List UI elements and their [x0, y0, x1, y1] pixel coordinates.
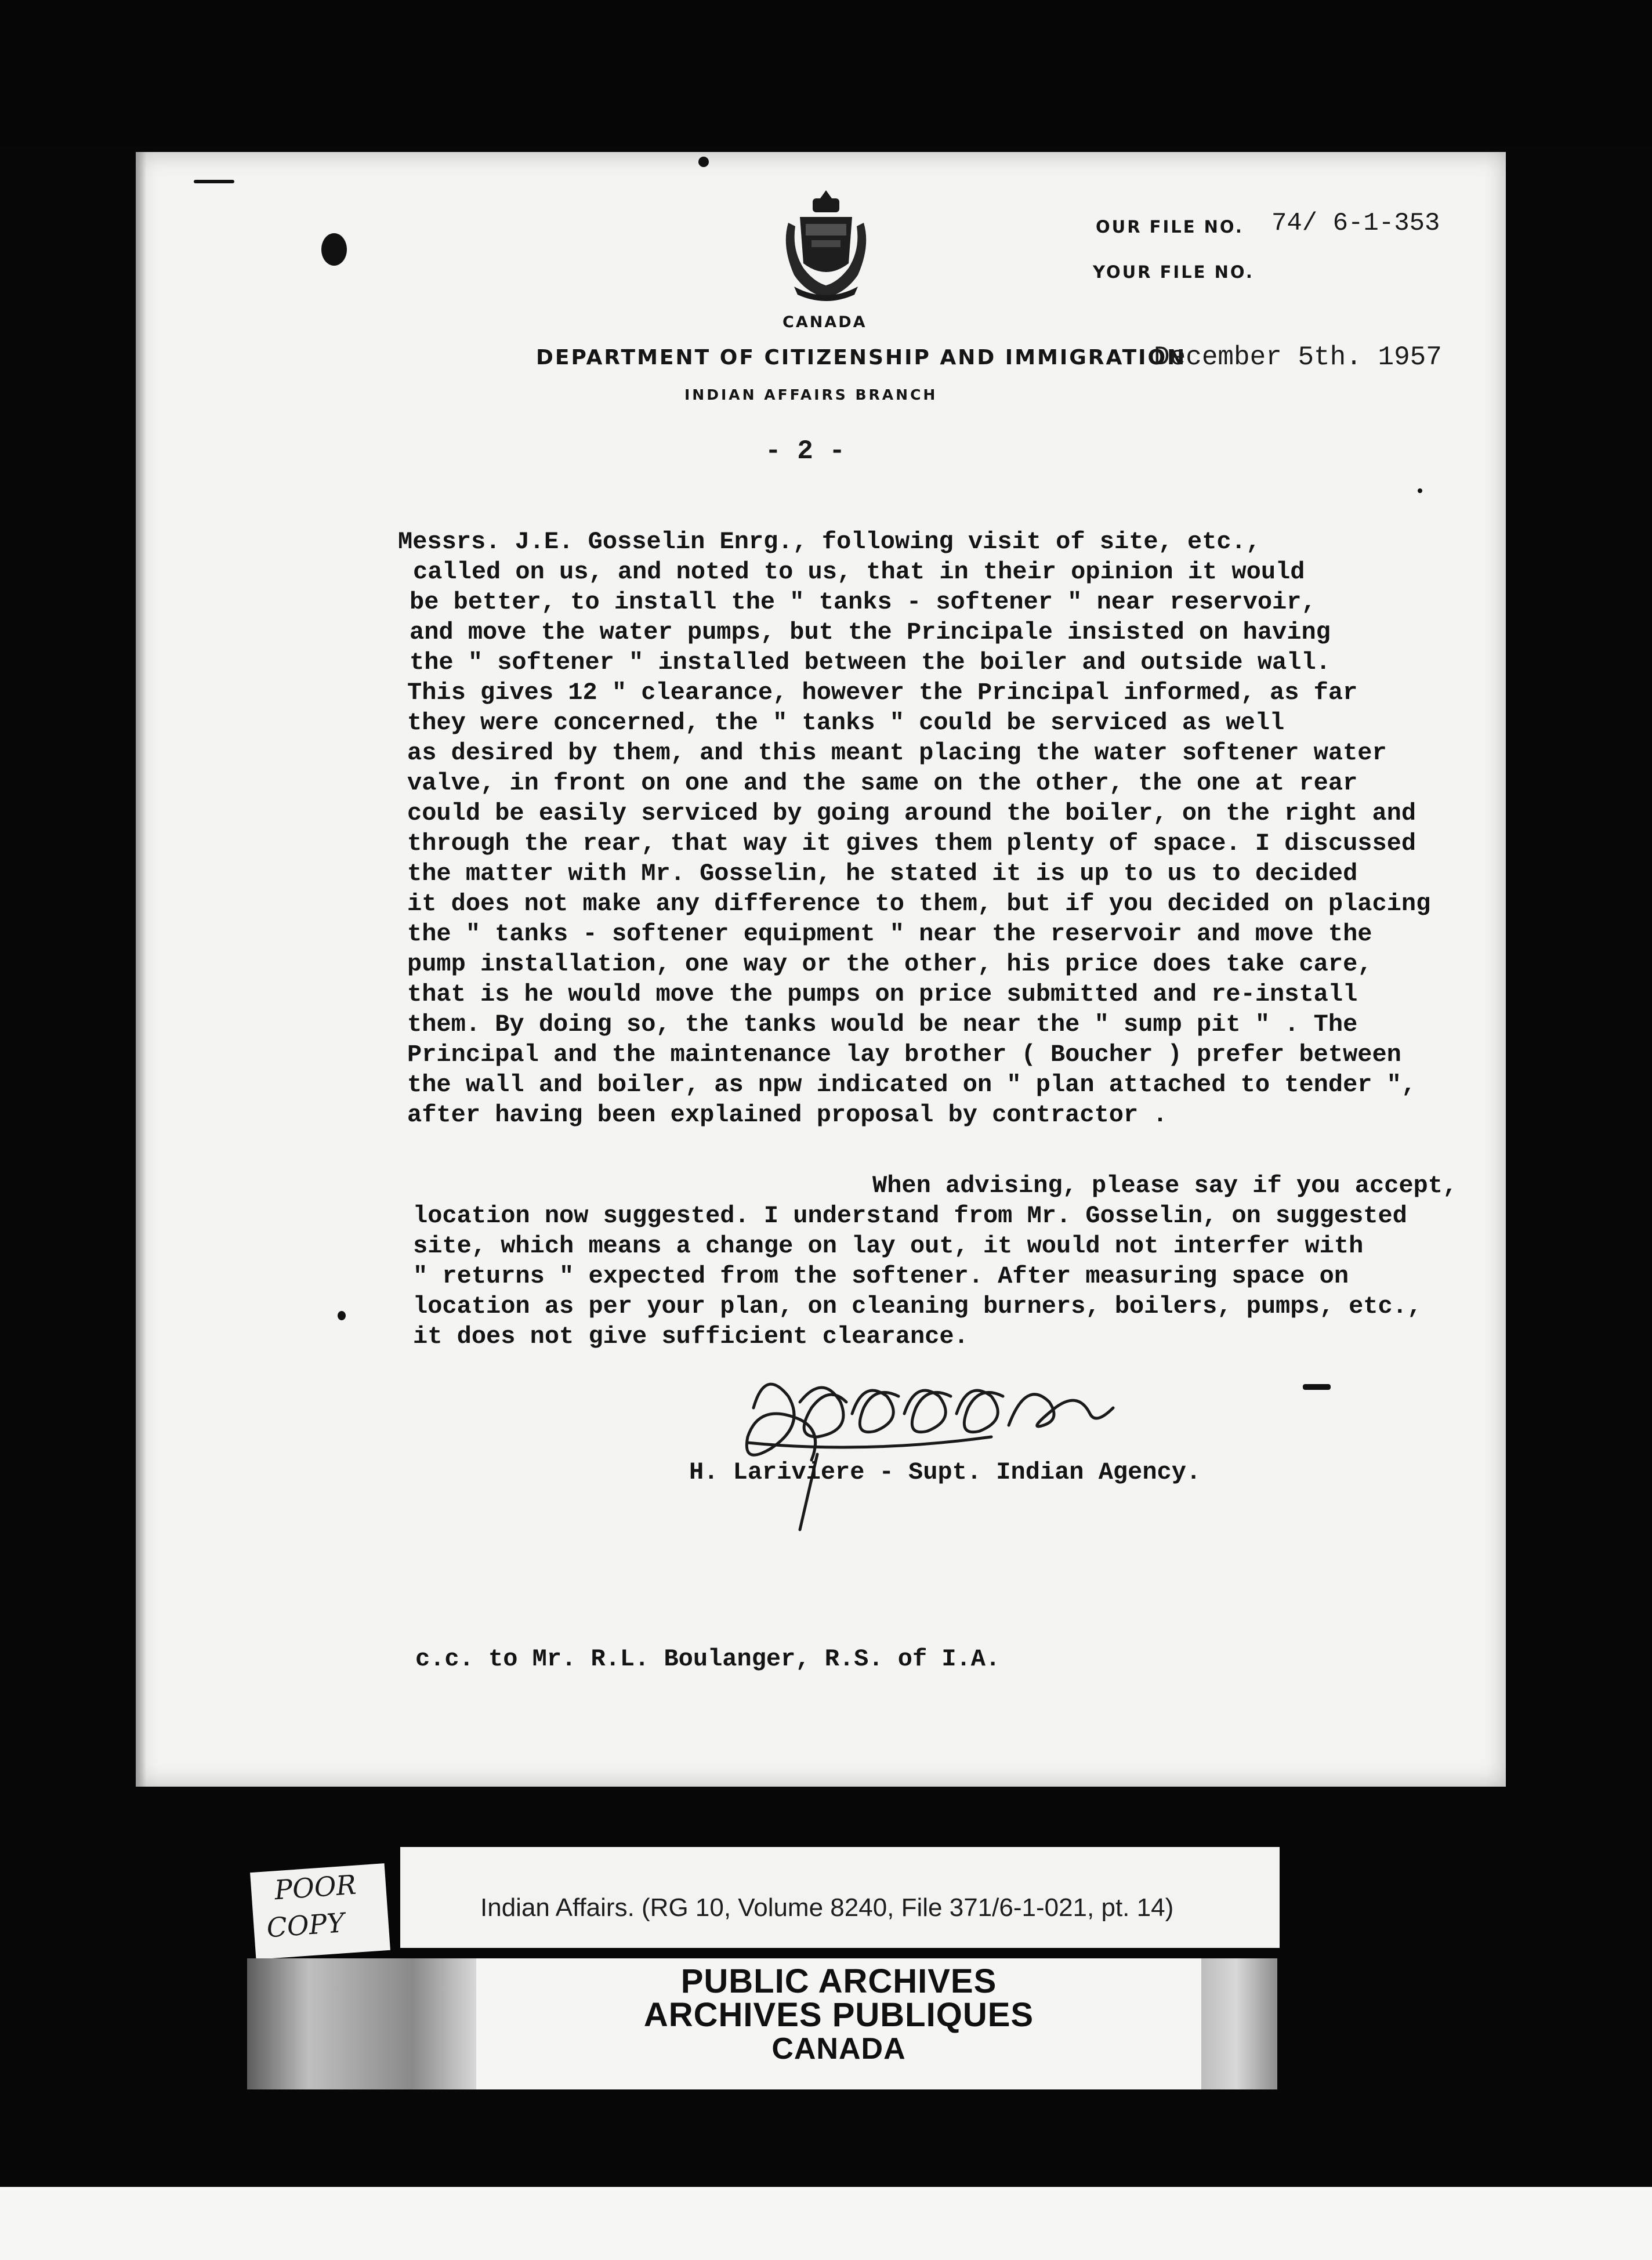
handwritten-signature [730, 1361, 1171, 1535]
body-line: as desired by them, and this meant placing the water softener water [407, 739, 1387, 767]
page-edge [136, 152, 146, 1787]
archive-stamp [476, 1958, 1201, 2089]
body-line: they were concerned, the " tanks " could be serviced as well [407, 709, 1285, 737]
body-line: be better, to install the " tanks - softener " near reservoir, [410, 588, 1316, 616]
dust-speck [1418, 488, 1422, 493]
your-file-label: YOUR FILE NO. [1093, 262, 1254, 282]
archive-reference-label [400, 1847, 1280, 1948]
poor-copy-note [250, 1863, 390, 1960]
country-heading: CANADA [782, 313, 867, 331]
our-file-label: OUR FILE NO. [1096, 217, 1244, 237]
department-heading: DEPARTMENT OF CITIZENSHIP AND IMMIGRATION [536, 346, 1187, 370]
signer-name: H. Lariviere - Supt. Indian Agency. [689, 1458, 1201, 1486]
archive-stamp-line3: CANADA [771, 2032, 906, 2066]
archive-stamp-line2: ARCHIVES PUBLIQUES [643, 1996, 1034, 2034]
body-line: the " softener " installed between the boiler and outside wall. [410, 649, 1331, 676]
archive-reference-text: Indian Affairs. (RG 10, Volume 8240, File 371/6-1-021, pt. 14) [480, 1893, 1174, 1922]
body-line: it does not give sufficient clearance. [413, 1323, 969, 1350]
punch-hole [321, 233, 347, 266]
body-line: site, which means a change on lay out, it would not interfer with [413, 1232, 1364, 1260]
body-line: them. By doing so, the tanks would be near the " sump pit " . The [407, 1011, 1358, 1038]
body-line: " returns " expected from the softener. After measuring space on [413, 1262, 1349, 1290]
body-line: Principal and the maintenance lay brother ( Boucher ) prefer between [407, 1041, 1401, 1069]
body-line: that is he would move the pumps on price submitted and re-install [407, 980, 1358, 1008]
body-line: location as per your plan, on cleaning burners, boilers, pumps, etc., [413, 1292, 1422, 1320]
letter-page [136, 152, 1506, 1787]
body-line: location now suggested. I understand from Mr. Gosselin, on suggested [413, 1202, 1407, 1230]
archive-stamp-strip [247, 1958, 1277, 2089]
dust-speck [194, 180, 234, 183]
dust-speck [338, 1311, 346, 1320]
poor-copy-line2: COPY [265, 1907, 346, 1944]
dust-speck [1303, 1384, 1331, 1390]
body-line: Messrs. J.E. Gosselin Enrg., following visit of site, etc., [398, 528, 1261, 556]
body-line: When advising, please say if you accept, [872, 1172, 1458, 1200]
body-line: the " tanks - softener equipment " near the reservoir and move the [407, 920, 1372, 948]
page-number: - 2 - [765, 436, 846, 466]
body-line: the wall and boiler, as npw indicated on " plan attached to tender ", [407, 1071, 1416, 1099]
poor-copy-line1: POOR [273, 1868, 357, 1906]
archive-stamp-line1: PUBLIC ARCHIVES [680, 1962, 997, 2000]
our-file-number: 74/ 6-1-353 [1271, 209, 1440, 238]
letter-date: December 5th. 1957 [1154, 342, 1442, 372]
body-line: This gives 12 " clearance, however the Principal informed, as far [407, 679, 1358, 707]
body-line: called on us, and noted to us, that in their opinion it would [413, 558, 1305, 586]
body-line: pump installation, one way or the other, his price does take care, [407, 950, 1372, 978]
branch-heading: INDIAN AFFAIRS BRANCH [684, 386, 938, 403]
body-line: could be easily serviced by going around the boiler, on the right and [407, 799, 1416, 827]
body-line: the matter with Mr. Gosselin, he stated it is up to us to decided [407, 860, 1358, 888]
body-line: and move the water pumps, but the Principale insisted on having [410, 618, 1331, 646]
film-frame-top [0, 0, 1652, 145]
body-line: through the rear, that way it gives them plenty of space. I discussed [407, 830, 1416, 857]
film-frame-bottom [0, 2187, 1652, 2260]
body-line: valve, in front on one and the same on the other, the one at rear [407, 769, 1358, 797]
body-line: it does not make any difference to them, but if you decided on placing [407, 890, 1431, 918]
canada-coat-of-arms-icon [777, 188, 875, 304]
carbon-copy-line: c.c. to Mr. R.L. Boulanger, R.S. of I.A. [415, 1645, 1001, 1673]
dust-speck [698, 157, 709, 167]
body-line: after having been explained proposal by contractor . [407, 1101, 1168, 1129]
